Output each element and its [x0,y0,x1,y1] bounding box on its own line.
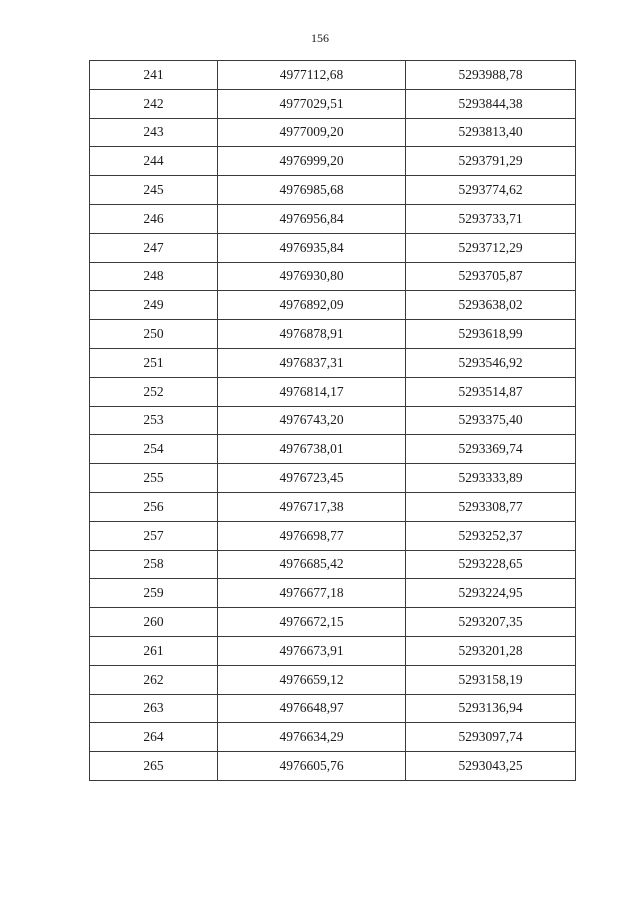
table-row [90,723,576,752]
x-coordinate-cell: 4976985,68 [218,176,406,205]
x-coordinate-cell: 4976673,91 [218,636,406,665]
y-coordinate-cell: 5293638,02 [406,291,576,320]
page-number: 156 [311,31,329,45]
point-number-cell: 241 [90,61,218,90]
x-coordinate-cell: 4976878,91 [218,320,406,349]
table-row [90,377,576,406]
point-number-cell: 243 [90,118,218,147]
x-coordinate-cell: 4976672,15 [218,608,406,637]
point-number-cell: 265 [90,752,218,781]
x-coordinate-cell: 4976930,80 [218,262,406,291]
y-coordinate-cell: 5293514,87 [406,377,576,406]
table-row [90,550,576,579]
table-row [90,262,576,291]
point-number-cell: 252 [90,377,218,406]
table-row [90,61,576,90]
x-coordinate-cell: 4976723,45 [218,464,406,493]
point-number-cell: 256 [90,492,218,521]
y-coordinate-cell: 5293813,40 [406,118,576,147]
x-coordinate-cell: 4977009,20 [218,118,406,147]
y-coordinate-cell: 5293158,19 [406,665,576,694]
x-coordinate-cell: 4976935,84 [218,233,406,262]
table-row [90,579,576,608]
x-coordinate-cell: 4976677,18 [218,579,406,608]
y-coordinate-cell: 5293375,40 [406,406,576,435]
table-row [90,147,576,176]
x-coordinate-cell: 4976956,84 [218,204,406,233]
table-row [90,320,576,349]
x-coordinate-cell: 4976659,12 [218,665,406,694]
point-number-cell: 250 [90,320,218,349]
x-coordinate-cell: 4976738,01 [218,435,406,464]
table-row [90,176,576,205]
y-coordinate-cell: 5293136,94 [406,694,576,723]
y-coordinate-cell: 5293252,37 [406,521,576,550]
y-coordinate-cell: 5293844,38 [406,89,576,118]
x-coordinate-cell: 4976648,97 [218,694,406,723]
x-coordinate-cell: 4976605,76 [218,752,406,781]
y-coordinate-cell: 5293308,77 [406,492,576,521]
point-number-cell: 254 [90,435,218,464]
y-coordinate-cell: 5293618,99 [406,320,576,349]
y-coordinate-cell: 5293546,92 [406,348,576,377]
x-coordinate-cell: 4976717,38 [218,492,406,521]
point-number-cell: 251 [90,348,218,377]
point-number-cell: 244 [90,147,218,176]
table-row [90,665,576,694]
point-number-cell: 264 [90,723,218,752]
table-row [90,291,576,320]
coordinates-table-body [90,61,576,781]
table-row [90,694,576,723]
y-coordinate-cell: 5293774,62 [406,176,576,205]
x-coordinate-cell: 4976685,42 [218,550,406,579]
table-row [90,492,576,521]
y-coordinate-cell: 5293705,87 [406,262,576,291]
point-number-cell: 260 [90,608,218,637]
point-number-cell: 263 [90,694,218,723]
point-number-cell: 257 [90,521,218,550]
x-coordinate-cell: 4976999,20 [218,147,406,176]
table-row [90,233,576,262]
x-coordinate-cell: 4977029,51 [218,89,406,118]
x-coordinate-cell: 4976698,77 [218,521,406,550]
point-number-cell: 245 [90,176,218,205]
x-coordinate-cell: 4976814,17 [218,377,406,406]
table-row [90,435,576,464]
x-coordinate-cell: 4976743,20 [218,406,406,435]
y-coordinate-cell: 5293201,28 [406,636,576,665]
table-row [90,752,576,781]
point-number-cell: 259 [90,579,218,608]
x-coordinate-cell: 4976837,31 [218,348,406,377]
point-number-cell: 253 [90,406,218,435]
y-coordinate-cell: 5293097,74 [406,723,576,752]
table-row [90,406,576,435]
x-coordinate-cell: 4977112,68 [218,61,406,90]
y-coordinate-cell: 5293228,65 [406,550,576,579]
point-number-cell: 247 [90,233,218,262]
y-coordinate-cell: 5293733,71 [406,204,576,233]
table-row [90,636,576,665]
table-row [90,464,576,493]
point-number-cell: 249 [90,291,218,320]
point-number-cell: 246 [90,204,218,233]
point-number-cell: 262 [90,665,218,694]
table-row [90,348,576,377]
coordinates-table [89,60,576,781]
point-number-cell: 261 [90,636,218,665]
table-row [90,608,576,637]
y-coordinate-cell: 5293791,29 [406,147,576,176]
y-coordinate-cell: 5293988,78 [406,61,576,90]
table-row [90,204,576,233]
table-row [90,521,576,550]
y-coordinate-cell: 5293712,29 [406,233,576,262]
x-coordinate-cell: 4976892,09 [218,291,406,320]
point-number-cell: 258 [90,550,218,579]
y-coordinate-cell: 5293333,89 [406,464,576,493]
point-number-cell: 248 [90,262,218,291]
y-coordinate-cell: 5293224,95 [406,579,576,608]
table-row [90,89,576,118]
table-row [90,118,576,147]
y-coordinate-cell: 5293369,74 [406,435,576,464]
point-number-cell: 255 [90,464,218,493]
y-coordinate-cell: 5293207,35 [406,608,576,637]
point-number-cell: 242 [90,89,218,118]
y-coordinate-cell: 5293043,25 [406,752,576,781]
x-coordinate-cell: 4976634,29 [218,723,406,752]
